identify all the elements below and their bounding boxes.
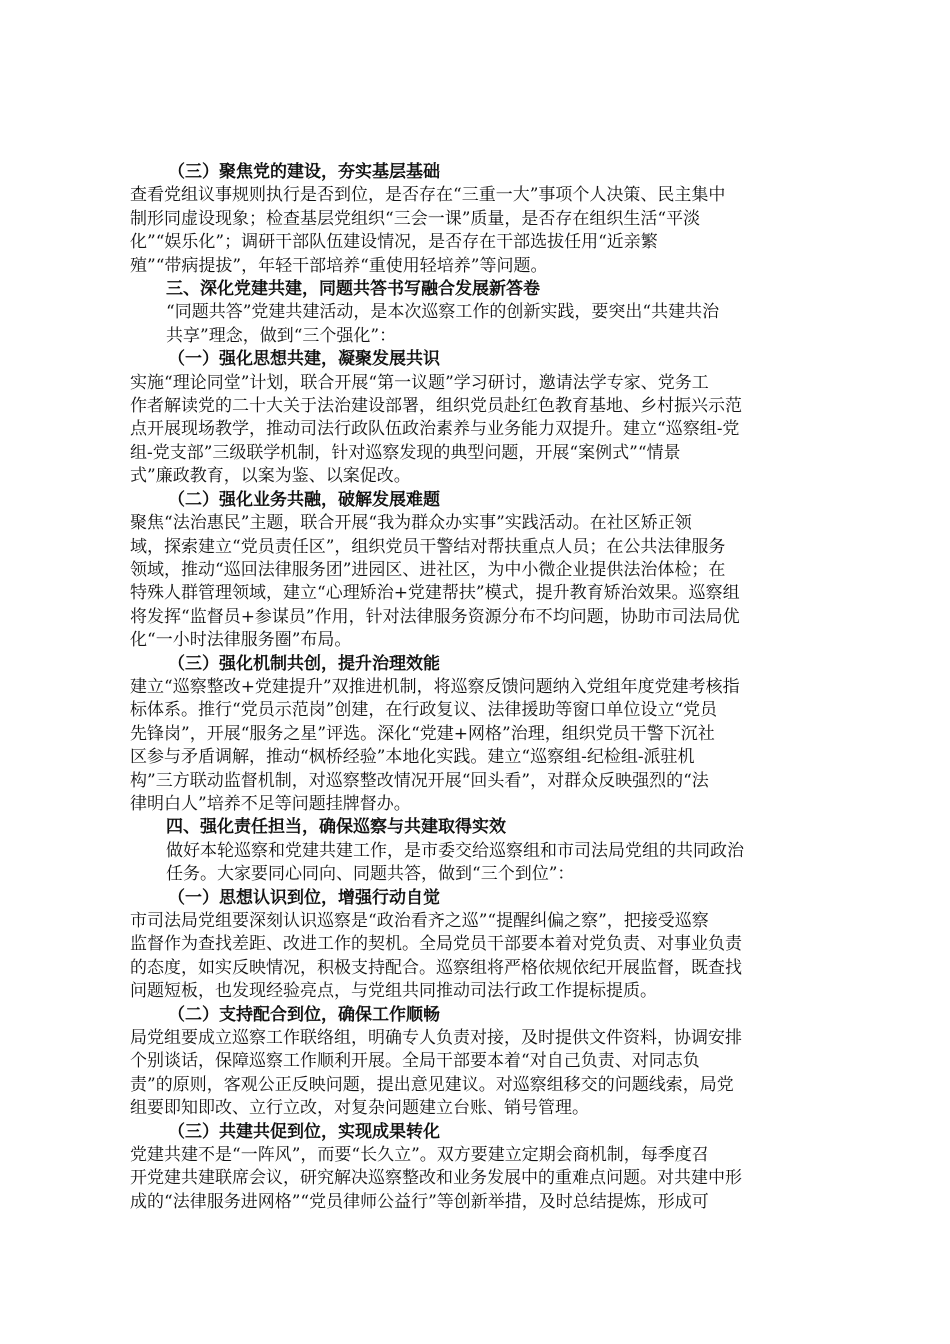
text-line: 领域，推动“巡回法律服务团”进园区、进社区，为中小微企业提供法治体检；在 (130, 559, 726, 580)
text-line: 化“一小时法律服务圈”布局。 (130, 630, 352, 651)
subsection-heading: （三）强化机制共创，提升治理效能 (168, 653, 440, 674)
body-paragraph (130, 301, 822, 348)
text-line: 域，探索建立“党员责任区”，组织党员干警结对帮扶重点人员；在公共法律服务 (130, 536, 726, 557)
text-line: 将发挥“监督员+参谋员”作用，针对法律服务资源分布不均问题，协助市司法局优 (130, 606, 740, 627)
text-line: 局党组要成立巡察工作联络组，明确专人负责对接，及时提供文件资料，协调安排 (130, 1028, 742, 1049)
body-paragraph (130, 676, 822, 816)
body-paragraph (130, 1144, 822, 1214)
text-line: 个别谈话，保障巡察工作顺利开展。全局干部要本着“对自己负责、对同志负 (130, 1051, 700, 1072)
body-paragraph (130, 910, 822, 1004)
text-line: 化”“娱乐化”；调研干部队伍建设情况，是否存在干部选拔任用“近亲繁 (130, 232, 658, 253)
subsection-heading: （三）聚焦党的建设，夯实基层基础 (168, 162, 440, 182)
text-line: 组要即知即改、立行立改，对复杂问题建立台账、销号管理。 (130, 1098, 589, 1119)
text-line: 查看党组议事规则执行是否到位，是否存在“三重一大”事项个人决策、民主集中 (130, 185, 726, 206)
text-line: 共享”理念，做到“三个强化”： (166, 325, 397, 346)
text-line: 先锋岗”，开展“服务之星”评选。深化“党建+网格”治理，组织党员干警下沉社 (130, 723, 715, 744)
subsection-heading: （一）强化思想共建，凝聚发展共识 (168, 349, 440, 370)
text-line: 律明白人”培养不足等问题挂牌督办。 (130, 793, 411, 814)
text-line: “同题共答”党建共建活动，是本次巡察工作的创新实践，要突出“共建共治 (166, 302, 720, 323)
body-paragraph (130, 512, 822, 652)
text-line: 组-党支部”三级联学机制，针对巡察发现的典型问题，开展“案例式”“情景 (130, 442, 681, 463)
subsection-heading: （二）支持配合到位，确保工作顺畅 (168, 1004, 440, 1025)
text-line: 标体系。推行“党员示范岗”创建，在行政复议、法律援助等窗口单位设立“党员 (130, 700, 718, 721)
document-page (130, 161, 822, 1214)
text-line: 作者解读党的二十大关于法治建设部署，组织党员赴红色教育基地、乡村振兴示范 (130, 396, 742, 417)
text-line: 聚焦“法治惠民”主题，联合开展“我为群众办实事”实践活动。在社区矫正领 (130, 513, 692, 534)
text-line: 构”三方联动监督机制，对巡察整改情况开展“回头看”，对群众反映强烈的“法 (130, 770, 709, 791)
section-heading: 三、深化党建共建，同题共答书写融合发展新答卷 (166, 279, 540, 300)
text-line: 的态度，如实反映情况，积极支持配合。巡察组将严格依规依纪开展监督，既查找 (130, 957, 742, 978)
text-line: 建立“巡察整改+党建提升”双推进机制，将巡察反馈问题纳入党组年度党建考核指 (130, 676, 740, 697)
text-line: 责”的原则，客观公正反映问题，提出意见建议。对巡察组移交的问题线索，局党 (130, 1074, 734, 1095)
text-line: 殖”“带病提拔”，年轻干部培养“重使用轻培养”等问题。 (130, 255, 548, 276)
section-heading: 四、强化责任担当，确保巡察与共建取得实效 (166, 817, 506, 838)
text-line: 党建共建不是“一阵风”，而要“长久立”。双方要建立定期会商机制，每季度召 (130, 1145, 709, 1166)
text-line: 实施“理论同堂”计划，联合开展“第一议题”学习研讨，邀请法学专家、党务工 (130, 372, 709, 393)
text-line: 制形同虚设现象；检查基层党组织“三会一课”质量，是否存在组织生活“平淡 (130, 208, 701, 229)
text-line: 式”廉政教育，以案为鉴、以案促改。 (130, 466, 411, 487)
text-line: 成的“法律服务进网格”“党员律师公益行”等创新举措，及时总结提炼，形成可 (130, 1191, 709, 1212)
text-line: 开党建共建联席会议，研究解决巡察整改和业务发展中的重难点问题。对共建中形 (130, 1168, 742, 1189)
text-line: 问题短板，也发现经验亮点，与党组共同推动司法行政工作提标提质。 (130, 981, 657, 1002)
subsection-heading: （一）思想认识到位，增强行动自觉 (168, 887, 440, 908)
text-line: 特殊人群管理领域，建立“心理矫治+党建帮扶”模式，提升教育矫治效果。巡察组 (130, 583, 740, 604)
body-paragraph (130, 184, 822, 278)
subsection-heading: （三）共建共促到位，实现成果转化 (168, 1121, 440, 1142)
text-line: 区参与矛盾调解，推动“枫桥经验”本地化实践。建立“巡察组-纪检组-派驻机 (130, 747, 695, 768)
text-line: 点开展现场教学，推动司法行政队伍政治素养与业务能力双提升。建立“巡察组-党 (130, 419, 740, 440)
body-paragraph (130, 372, 822, 489)
text-line: 做好本轮巡察和党建共建工作，是市委交给巡察组和市司法局党组的共同政治 (166, 840, 744, 861)
subsection-heading: （二）强化业务共融，破解发展难题 (168, 489, 440, 510)
text-line: 任务。大家要同心同向、同题共答，做到“三个到位”： (166, 864, 575, 885)
text-line: 市司法局党组要深刻认识巡察是“政治看齐之巡”“提醒纠偏之察”，把接受巡察 (130, 911, 709, 931)
body-paragraph (130, 1027, 822, 1121)
body-paragraph (130, 840, 822, 887)
text-line: 监督作为查找差距、改进工作的契机。全局党员干部要本着对党负责、对事业负责 (130, 934, 742, 955)
